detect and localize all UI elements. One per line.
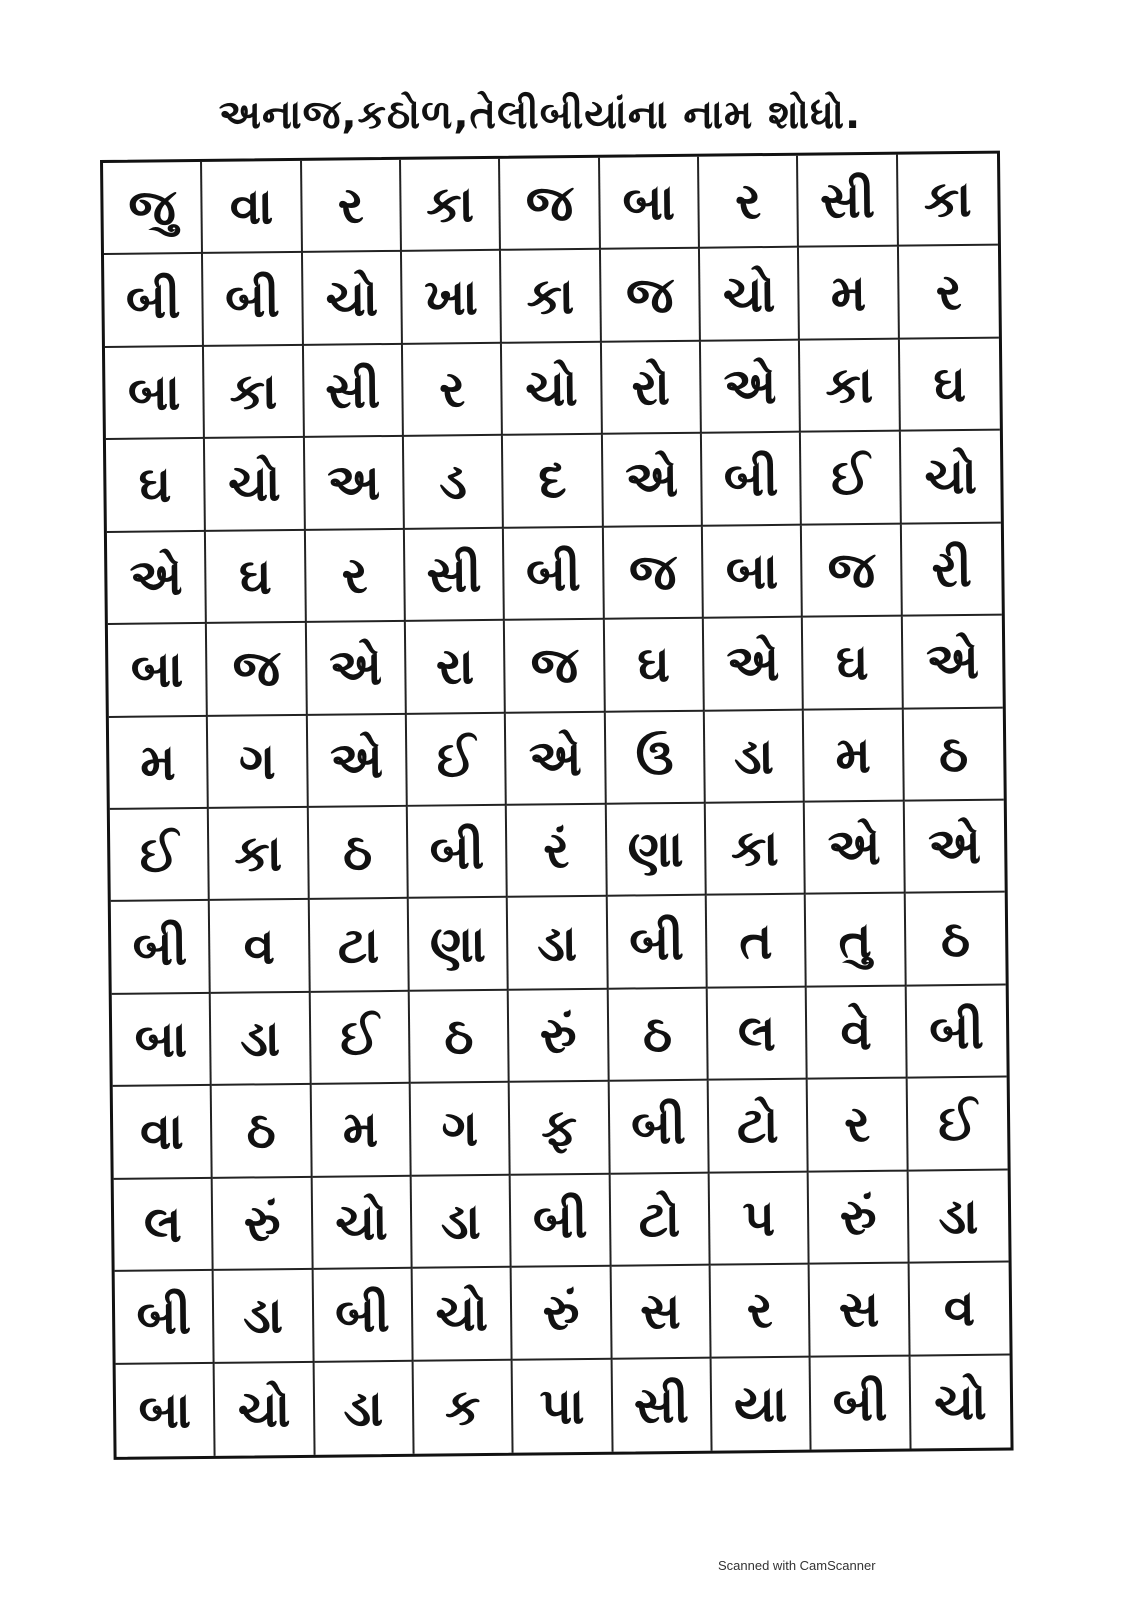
grid-cell: કા xyxy=(204,346,304,439)
grid-cell: વા xyxy=(202,161,302,254)
grid-cell: બી xyxy=(609,1081,709,1174)
grid-cell: કા xyxy=(800,339,900,432)
grid-cell: ર xyxy=(302,160,402,253)
grid-cell: ડા xyxy=(214,1270,314,1363)
grid-cell: બા xyxy=(116,1363,216,1456)
grid-cell: સી xyxy=(405,528,505,621)
grid-cell: એ xyxy=(701,341,801,434)
grid-cell: સી xyxy=(304,345,404,438)
grid-cell: ડા xyxy=(705,710,805,803)
grid-cell: અ xyxy=(305,437,405,530)
grid-cell: ર xyxy=(699,156,799,249)
grid-cell: ખા xyxy=(402,251,502,344)
grid-cell: જ xyxy=(802,524,902,617)
grid-cell: ચો xyxy=(502,343,602,436)
grid-cell: ઈ xyxy=(110,809,210,902)
grid-cell: કા xyxy=(401,159,501,252)
grid-cell: ર xyxy=(403,344,503,437)
grid-cell: એ xyxy=(603,434,703,527)
grid-cell: ઈ xyxy=(907,1078,1007,1171)
grid-cell: ગ xyxy=(208,715,308,808)
grid-cell: ચો xyxy=(215,1362,315,1455)
grid-cell: ગ xyxy=(411,1083,511,1176)
grid-cell: સ xyxy=(810,1264,910,1357)
grid-cell: ણા xyxy=(409,898,509,991)
grid-cell: કા xyxy=(706,803,806,896)
grid-cell: ડા xyxy=(908,1170,1008,1263)
grid-cell: મ xyxy=(799,247,899,340)
grid-cell: રો xyxy=(602,342,702,435)
grid-cell: ક xyxy=(414,1360,514,1453)
grid-cell: દ xyxy=(503,435,603,528)
grid-cell: જ xyxy=(207,623,307,716)
grid-cell: બા xyxy=(108,624,208,717)
grid-cell: રું xyxy=(213,1178,313,1271)
grid-cell: બી xyxy=(313,1269,413,1362)
grid-cell: ડા xyxy=(508,897,608,990)
grid-cell: બી xyxy=(115,1271,215,1364)
grid-cell: બી xyxy=(702,433,802,526)
grid-cell: પા xyxy=(513,1359,613,1452)
grid-cell: રી xyxy=(902,523,1002,616)
grid-cell: ર xyxy=(711,1265,811,1358)
grid-cell: ચો xyxy=(901,431,1001,524)
grid-cell: કા xyxy=(898,154,998,247)
grid-cell: વ xyxy=(210,900,310,993)
grid-cell: ત xyxy=(707,895,807,988)
grid-cell: એ xyxy=(902,616,1002,709)
grid-cell: રું xyxy=(509,990,609,1083)
grid-cell: ઠ xyxy=(212,1085,312,1178)
grid-cell: ર xyxy=(808,1079,908,1172)
grid-cell: બી xyxy=(504,527,604,620)
grid-cell: એ xyxy=(704,618,804,711)
grid-cell: બી xyxy=(203,253,303,346)
grid-cell: ટો xyxy=(610,1173,710,1266)
grid-cell: ઠ xyxy=(903,708,1003,801)
grid-cell: ચો xyxy=(312,1176,412,1269)
worksheet-title: અનાજ,કઠોળ,તેલીબીયાંના નામ શોધો. xyxy=(218,92,862,138)
grid-cell: ઈ xyxy=(407,713,507,806)
grid-cell: મ xyxy=(109,716,209,809)
grid-cell: ચો xyxy=(700,248,800,341)
grid-cell: રં xyxy=(507,805,607,898)
grid-cell: ર xyxy=(899,246,999,339)
grid-cell: ચો xyxy=(933,1372,987,1432)
grid-cell: બા xyxy=(703,525,803,618)
grid-cell: એ xyxy=(107,532,207,625)
grid-cell: ઈ xyxy=(801,432,901,525)
grid-cell: બી xyxy=(111,901,211,994)
grid-cell: રું xyxy=(809,1171,909,1264)
grid-cell: વ xyxy=(909,1263,1009,1356)
grid-cell: ઘ xyxy=(803,617,903,710)
grid-cell: ડા xyxy=(314,1361,414,1454)
grid-cell: લ xyxy=(114,1179,214,1272)
grid-cell: ચો xyxy=(205,438,305,531)
grid-cell: કા xyxy=(209,808,309,901)
grid-cell: ડ xyxy=(404,436,504,529)
grid-cell: જ xyxy=(604,526,704,619)
grid-cell: બી xyxy=(511,1174,611,1267)
grid-cell: ટો xyxy=(709,1080,809,1173)
grid-cell: ડા xyxy=(412,1175,512,1268)
grid-cell: બી xyxy=(607,896,707,989)
grid-cell: વે xyxy=(807,986,907,1079)
grid-cell: બી xyxy=(104,254,204,347)
grid-cell: રું xyxy=(512,1267,612,1360)
grid-cell: ઘ xyxy=(206,531,306,624)
grid-cell: તુ xyxy=(806,894,906,987)
grid-cell: યા xyxy=(712,1357,812,1450)
grid-cell: જ xyxy=(505,620,605,713)
grid-cell: મ xyxy=(311,1084,411,1177)
grid-cell: સી xyxy=(612,1358,712,1451)
grid-cell: રા xyxy=(406,621,506,714)
grid-cell: જ xyxy=(601,249,701,342)
grid-cell: એ xyxy=(904,801,1004,894)
grid-cell: ટા xyxy=(309,899,409,992)
grid-cell: ણા xyxy=(606,804,706,897)
grid-cell: ઉ xyxy=(605,711,705,804)
grid-cell: લ xyxy=(708,987,808,1080)
grid-cell: એ xyxy=(307,622,407,715)
grid-cell: બી xyxy=(906,985,1006,1078)
grid-cell: ઠ xyxy=(905,893,1005,986)
grid-cell: બા xyxy=(105,347,205,440)
grid-cell: બી xyxy=(408,806,508,899)
grid-cell: ર xyxy=(306,530,406,623)
grid-cell: સ xyxy=(611,1266,711,1359)
word-search-grid xyxy=(100,151,1014,1460)
grid-cell: ડા xyxy=(211,993,311,1086)
grid-cell: બા xyxy=(112,994,212,1087)
grid-cell: બી xyxy=(811,1356,911,1449)
grid-cell: એ xyxy=(805,802,905,895)
grid-cell: ઘ xyxy=(106,439,206,532)
grid-cell: ઘ xyxy=(604,619,704,712)
grid-cell: ચો xyxy=(303,252,403,345)
grid-cell: સી xyxy=(798,155,898,248)
grid-cell: ઠ xyxy=(410,991,510,1084)
scanner-watermark: Scanned with CamScanner xyxy=(718,1558,876,1573)
grid-cell: મ xyxy=(804,709,904,802)
grid-cell: ઠ xyxy=(308,807,408,900)
grid-cell: ચો xyxy=(413,1268,513,1361)
grid-cell: એ xyxy=(506,712,606,805)
grid-cell: વા xyxy=(113,1086,213,1179)
grid-cell: ઈ xyxy=(310,992,410,1085)
grid-cell: બા xyxy=(600,157,700,250)
grid-cell: કા xyxy=(501,250,601,343)
grid-cell: ફ xyxy=(510,1082,610,1175)
grid-cell: ઠ xyxy=(608,989,708,1082)
grid-cell: ઘ xyxy=(900,338,1000,431)
grid-cell: પ xyxy=(710,1172,810,1265)
grid-cell: જ xyxy=(500,158,600,251)
grid-cell: એ xyxy=(307,714,407,807)
grid-cell: જુ xyxy=(103,162,203,255)
